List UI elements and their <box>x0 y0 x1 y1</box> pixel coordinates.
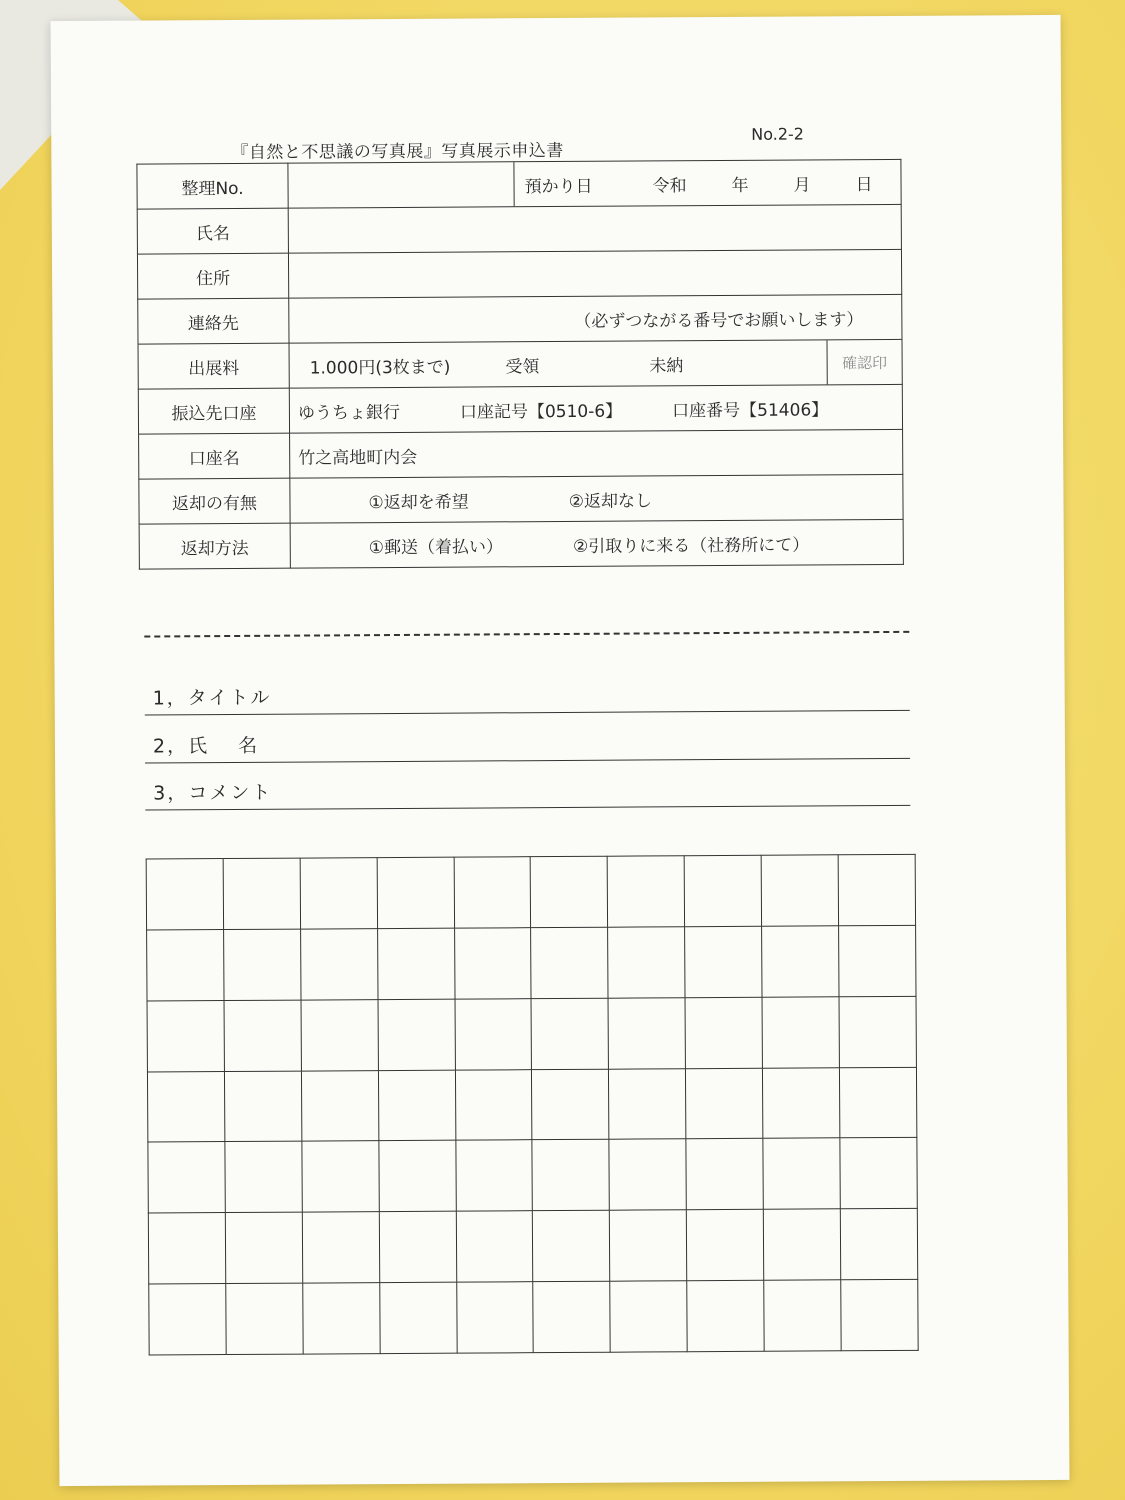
grid-cell[interactable] <box>147 1071 224 1142</box>
grid-cell[interactable] <box>762 926 839 997</box>
confirmation-stamp-box <box>826 340 901 384</box>
receipt-date-label: 預かり日 <box>524 176 593 197</box>
grid-cell[interactable] <box>379 1282 456 1353</box>
account-symbol: 口座記号【0510-6】 <box>459 401 623 423</box>
grid-cell[interactable] <box>455 1140 532 1211</box>
address-field[interactable] <box>288 249 901 298</box>
form-title: 『自然と不思議の写真展』写真展示申込書 <box>231 140 564 163</box>
application-form-sheet <box>51 15 1070 1486</box>
grid-cell[interactable] <box>764 1280 841 1351</box>
confirmation-stamp-label: 確認印 <box>842 353 888 372</box>
grid-cell[interactable] <box>300 858 377 929</box>
reference-number-row <box>288 159 901 208</box>
grid-cell[interactable] <box>147 1000 224 1071</box>
grid-cell[interactable] <box>610 1281 687 1352</box>
grid-cell[interactable] <box>456 1282 533 1353</box>
grid-cell[interactable] <box>223 929 300 1000</box>
contact-note: （必ずつながる番号でお願いします） <box>574 309 864 332</box>
grid-cell[interactable] <box>762 996 839 1067</box>
grid-row <box>147 996 916 1072</box>
grid-row <box>149 1279 918 1355</box>
name-label: 氏名 <box>137 208 288 254</box>
year-label: 年 <box>731 175 749 196</box>
grid-cell[interactable] <box>686 1068 763 1139</box>
grid-cell[interactable] <box>455 1069 532 1140</box>
return-method-row <box>290 519 903 568</box>
grid-row <box>147 1067 916 1143</box>
grid-cell[interactable] <box>839 925 916 996</box>
photographer-name-label: 2，氏 名 <box>152 734 260 758</box>
address-label: 住所 <box>137 253 288 299</box>
grid-cell[interactable] <box>149 1284 226 1355</box>
grid-cell[interactable] <box>532 1069 609 1140</box>
month-label: 月 <box>793 174 811 196</box>
bank-name: ゆうちょ銀行 <box>297 402 400 424</box>
fee-unpaid-option[interactable]: 未納 <box>649 355 684 376</box>
grid-cell[interactable] <box>303 1283 380 1354</box>
contact-label: 連絡先 <box>138 298 289 344</box>
bank-account-row <box>289 384 902 433</box>
grid-cell[interactable] <box>377 857 454 928</box>
return-method-label: 返却方法 <box>139 523 290 569</box>
exhibition-fee-amount: 1.000円(3枚まで) <box>309 357 451 379</box>
grid-cell[interactable] <box>302 1212 379 1283</box>
grid-cell[interactable] <box>840 1138 917 1209</box>
comment-writing-grid <box>146 854 919 1356</box>
contact-field[interactable] <box>289 294 902 343</box>
grid-cell[interactable] <box>608 997 685 1068</box>
account-name-value: 竹之高地町内会 <box>290 429 903 478</box>
grid-cell[interactable] <box>226 1283 303 1354</box>
grid-cell[interactable] <box>533 1210 610 1281</box>
return-by-mail-option[interactable]: ①郵送（着払い） <box>368 536 504 558</box>
grid-row <box>148 1209 917 1285</box>
comment-label: 3，コメント <box>153 781 273 805</box>
grid-row <box>148 1138 917 1214</box>
exhibition-fee-label: 出展料 <box>138 343 289 389</box>
account-number: 口座番号【51406】 <box>672 399 829 421</box>
grid-cell[interactable] <box>839 1067 916 1138</box>
grid-cell[interactable] <box>838 854 915 925</box>
grid-cell[interactable] <box>533 1281 610 1352</box>
photographer-name-line[interactable] <box>145 719 910 764</box>
reiwa-era-label: 令和 <box>652 175 687 196</box>
grid-cell[interactable] <box>687 1209 764 1280</box>
grid-cell[interactable] <box>841 1279 918 1350</box>
grid-cell[interactable] <box>763 1209 840 1280</box>
grid-cell[interactable] <box>147 929 224 1000</box>
grid-cell[interactable] <box>456 1211 533 1282</box>
grid-cell[interactable] <box>610 1210 687 1281</box>
grid-cell[interactable] <box>763 1067 840 1138</box>
comment-line[interactable] <box>145 766 910 811</box>
grid-row <box>147 925 916 1001</box>
return-choice-label: 返却の有無 <box>139 478 290 524</box>
photo-title-line[interactable] <box>145 671 910 716</box>
grid-cell[interactable] <box>148 1142 225 1213</box>
grid-cell[interactable] <box>148 1213 225 1284</box>
account-name-label: 口座名 <box>139 433 290 479</box>
grid-cell[interactable] <box>224 1071 301 1142</box>
pickup-option[interactable]: ②引取りに来る（社務所にて） <box>572 534 810 557</box>
return-choice-row <box>290 474 903 523</box>
grid-cell[interactable] <box>609 1068 686 1139</box>
grid-cell[interactable] <box>607 856 684 927</box>
grid-cell[interactable] <box>608 927 685 998</box>
exhibition-fee-row <box>289 339 902 388</box>
applicant-info-table <box>136 159 903 570</box>
grid-cell[interactable] <box>224 1000 301 1071</box>
cut-line <box>144 631 909 638</box>
grid-cell[interactable] <box>531 856 608 927</box>
reference-number-field[interactable] <box>288 162 514 207</box>
grid-cell[interactable] <box>687 1280 764 1351</box>
grid-cell[interactable] <box>379 1211 456 1282</box>
grid-cell[interactable] <box>840 1209 917 1280</box>
grid-cell[interactable] <box>684 855 761 926</box>
bank-account-label: 振込先口座 <box>138 388 289 434</box>
grid-cell[interactable] <box>301 999 378 1070</box>
grid-cell[interactable] <box>225 1141 302 1212</box>
grid-cell[interactable] <box>379 1141 456 1212</box>
grid-cell[interactable] <box>454 928 531 999</box>
day-label: 日 <box>855 174 873 195</box>
grid-cell[interactable] <box>225 1212 302 1283</box>
no-return-option[interactable]: ②返却なし <box>568 490 653 512</box>
grid-cell[interactable] <box>300 928 377 999</box>
grid-cell[interactable] <box>378 1070 455 1141</box>
grid-cell[interactable] <box>763 1138 840 1209</box>
grid-cell[interactable] <box>686 1139 763 1210</box>
grid-cell[interactable] <box>302 1141 379 1212</box>
grid-cell[interactable] <box>761 855 838 926</box>
grid-row <box>146 854 915 930</box>
grid-cell[interactable] <box>146 859 223 930</box>
grid-cell[interactable] <box>378 999 455 1070</box>
photo-title-label: 1，タイトル <box>152 686 272 710</box>
grid-cell[interactable] <box>454 857 531 928</box>
grid-cell[interactable] <box>301 1070 378 1141</box>
grid-cell[interactable] <box>531 927 608 998</box>
grid-cell[interactable] <box>531 998 608 1069</box>
grid-cell[interactable] <box>685 997 762 1068</box>
fee-received-option[interactable]: 受領 <box>505 356 540 377</box>
grid-cell[interactable] <box>532 1140 609 1211</box>
grid-cell[interactable] <box>377 928 454 999</box>
document-number: No.2-2 <box>751 124 804 144</box>
grid-cell[interactable] <box>223 858 300 929</box>
grid-cell[interactable] <box>609 1139 686 1210</box>
return-desired-option[interactable]: ①返却を希望 <box>368 492 469 513</box>
grid-cell[interactable] <box>455 998 532 1069</box>
grid-cell[interactable] <box>685 926 762 997</box>
grid-cell[interactable] <box>839 996 916 1067</box>
name-field[interactable] <box>288 204 901 253</box>
reference-number-label: 整理No. <box>137 163 288 209</box>
